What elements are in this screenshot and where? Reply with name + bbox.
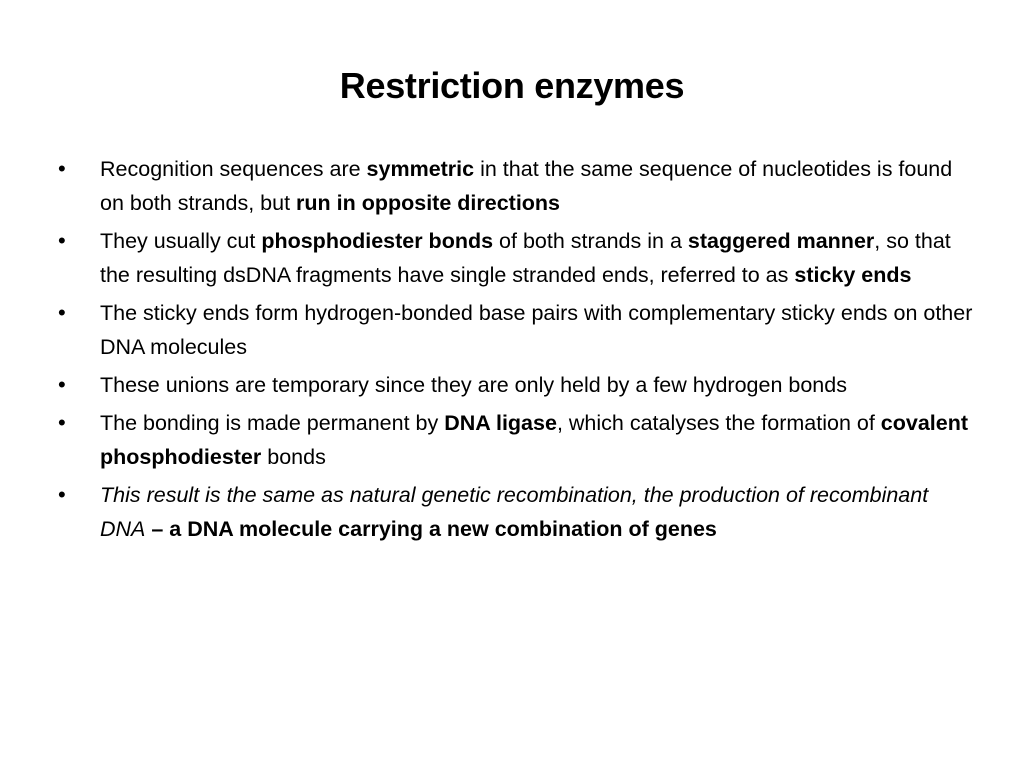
bullet-text-segment: These unions are temporary since they are only held by a few hydrogen bonds — [100, 373, 847, 397]
slide-title: Restriction enzymes — [339, 65, 685, 106]
bullet-dot-icon: • — [58, 372, 66, 397]
bullet-text-segment: bonds — [261, 445, 326, 469]
bullet-item — [58, 478, 978, 546]
bullet-text-segment: They usually cut — [100, 229, 262, 253]
bullet-dot-icon: • — [58, 482, 66, 507]
bullet-item — [58, 296, 978, 364]
bullet-item — [58, 152, 978, 220]
bullet-text-segment: – a DNA molecule carrying a new combination of genes — [145, 517, 717, 541]
bullet-text-segment: run in opposite directions — [296, 191, 561, 215]
bullet-dot-icon: • — [58, 228, 66, 253]
bullet-text-segment: , which catalyses the formation of — [556, 411, 881, 435]
bullet-item — [58, 368, 978, 402]
bullet-dot-icon: • — [58, 410, 66, 435]
bullet-text-segment: sticky ends — [794, 263, 912, 287]
bullet-item — [58, 224, 978, 292]
bullet-text-segment: in that the same sequence of nucleotides is found on both strands, but — [100, 157, 953, 215]
bullet-item — [58, 406, 978, 474]
bullet-text-segment: This result is the same as natural genetic recombination, the production of recombinant DNA — [100, 483, 929, 541]
bullet-text-segment: symmetric — [366, 157, 475, 181]
bullet-dot-icon: • — [58, 300, 66, 325]
bullet-text-segment: of both strands in a — [493, 229, 688, 253]
bullet-text-segment: , so that the resulting dsDNA fragments have single stranded ends, referred to as — [100, 229, 951, 287]
bullet-text-segment: The sticky ends form hydrogen-bonded base pairs with complementary sticky ends on other DNA molecules — [100, 301, 973, 359]
bullet-list — [58, 152, 978, 550]
bullet-text-segment: DNA ligase — [444, 411, 557, 435]
bullet-dot-icon: • — [58, 156, 66, 181]
bullet-text-segment: phosphodiester bonds — [261, 229, 494, 253]
bullet-text-segment: staggered manner — [687, 229, 875, 253]
bullet-text-segment: Recognition sequences are — [100, 157, 367, 181]
bullet-text-segment: covalent phosphodiester — [100, 411, 969, 469]
bullet-text-segment: The bonding is made permanent by — [100, 411, 445, 435]
